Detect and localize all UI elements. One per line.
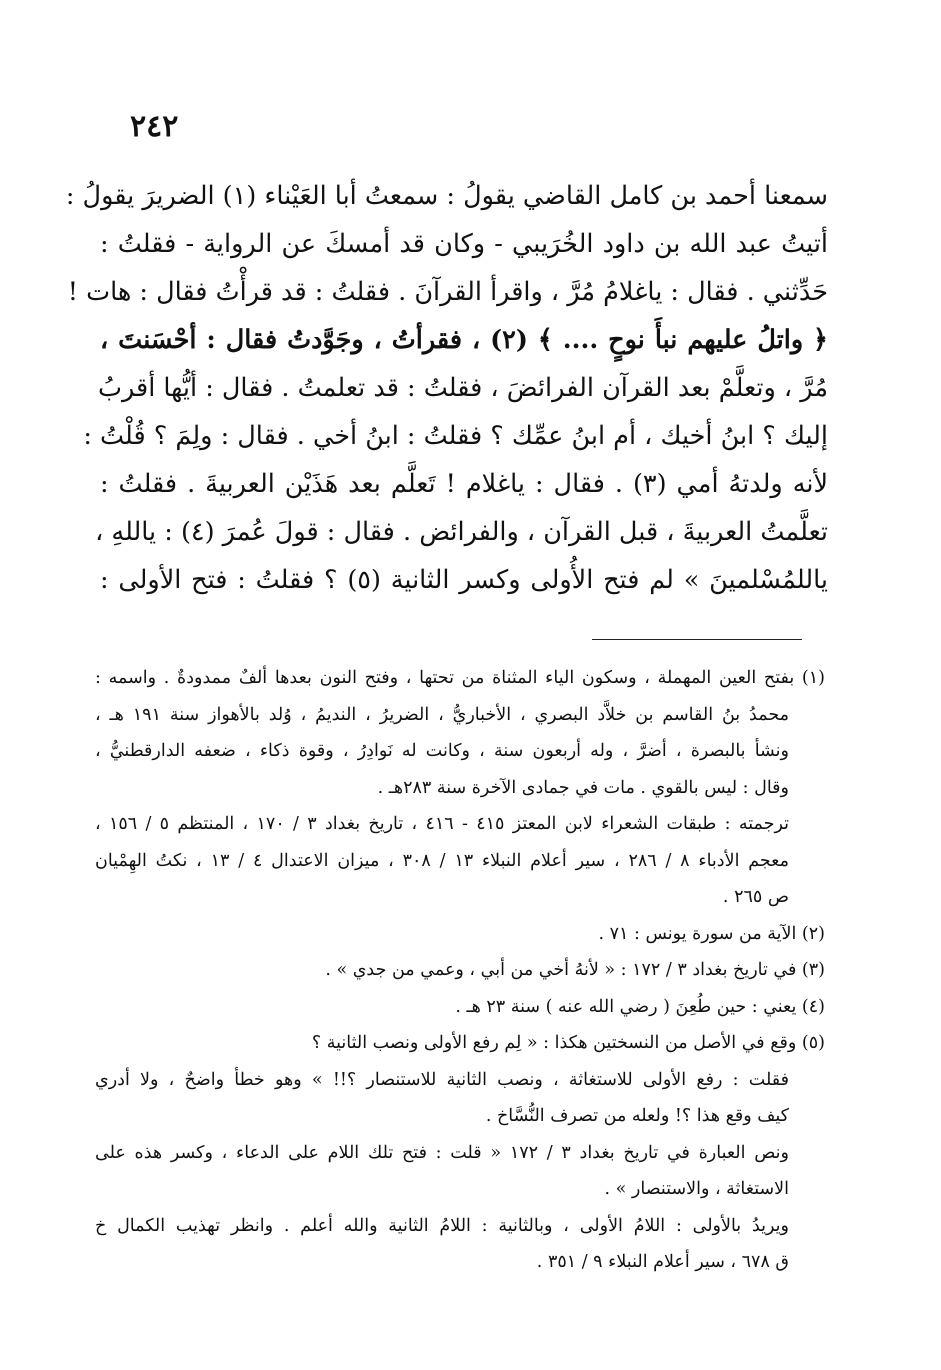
footnote-5: (٥) وقع في الأصل من النسختين هكذا : « لِم رفع الأولى ونصب الثانية ؟ [311, 1033, 825, 1053]
text-line: تعلَّمتُ العربيةَ ، قبل القرآن ، والفرائض . فقال : قولَ عُمرَ (٤) : ياللهِ ، [95, 517, 828, 547]
footnote-1-cont: ونشأ بالبصرة ، أضرَّ ، وله أربعون سنة ، وكانت له نَوادِرُ ، وقوة ذكاء ، ضعفه الدارقطنيُّ ، [95, 741, 789, 761]
footnote-1-sources: معجم الأدباء ٨ / ٢٨٦ ، سير أعلام النبلاء ١٣ / ٣٠٨ ، ميزان الاعتدال ٤ / ١٣ ، نكتُ الهِمْيان [95, 850, 790, 871]
footnote-2: (٢) الآية من سورة يونس : ٧١ . [598, 923, 825, 944]
footnote-4: (٤) يعني : حين طُعِنَ ( رضي الله عنه ) سنة ٢٣ هـ . [455, 996, 825, 1017]
footnote-5-cont: ويريدُ بالأولى : اللامُ الأولى ، وبالثانية : اللامُ الثانية والله أعلم . وانظر تهذيب الكمال خ [95, 1215, 789, 1236]
footnote-5-cont: فقلت : رفع الأولى للاستغاثة ، ونصب الثانية للاستنصار ؟!! » وهو خطأ واضحٌ ، ولا أدري [95, 1069, 789, 1090]
text-line: حَدِّثني . فقال : ياغلامُ مُرَّ ، واقرأ القرآنَ . فقلتُ : قد قرأْتُ فقال : هات ! [67, 277, 828, 307]
footnote-3: (٣) في تاريخ بغداد ٣ / ١٧٢ : « لأنهُ أخي من أبي ، وعمي من جدي » . [325, 960, 825, 980]
footnote-1-cont: محمدُ بنُ القاسم بن خلاَّد البصري ، الأخباريُّ ، الضريرُ ، النديمُ ، وُلد بالأهواز سنة ١٩١ هـ ، [95, 704, 789, 725]
text-line-verse: ﴿ واتلُ عليهم نبأَ نوحٍ .... ﴾ (٢) ، فقرأتُ ، وجَوَّدتُ فقال : أحْسَنتَ ، [100, 325, 828, 355]
page-number: ٢٤٢ [130, 109, 179, 144]
text-line: مُرَّ ، وتعلَّمْ بعد القرآن الفرائضَ ، فقلتُ : قد تعلمتُ . فقال : أيُّها أقربُ [97, 373, 828, 403]
footnote-1-cont: وقال : ليس بالقوي . مات في جمادى الآخرة سنة ٢٨٣هـ . [377, 777, 789, 798]
footnote-5-cont: الاستغاثة ، والاستنصار » . [604, 1179, 789, 1199]
text-line: لأنه ولدتهُ أمي (٣) . فقال : ياغلام ! تَعلَّم بعد هَذَيْن العربيةَ . فقلتُ : [100, 469, 829, 499]
text-line: أتيتُ عبد الله بن داود الخُرَيبي - وكان قد أمسكَ عن الرواية - فقلتُ : [100, 229, 828, 259]
footnote-divider [592, 639, 802, 640]
footnotes [95, 660, 825, 1281]
text-line: سمعنا أحمد بن كامل القاضي يقولُ : سمعتُ أبا العَيْناء (١) الضريرَ يقولُ : [65, 181, 828, 211]
footnote-1: (١) بفتح العين المهملة ، وسكون الياء المثناة من تحتها ، وفتح النون بعدها ألفٌ ممدودةٌ . واسمه : [95, 668, 825, 688]
main-text [65, 172, 829, 604]
footnote-5-cont: كيف وقع هذا ؟! ولعله من تصرف النُّسَّاخ . [485, 1106, 789, 1126]
footnote-5-cont: ونص العبارة في تاريخ بغداد ٣ / ١٧٢ « قلت : فتح تلك اللام على الدعاء ، وكسر هذه على [95, 1142, 789, 1163]
text-line: ياللمُسْلمينَ » لم فتح الأُولى وكسر الثانية (٥) ؟ فقلتُ : فتح الأولى : [100, 565, 828, 595]
footnote-1-sources: ص ٢٦٥ . [722, 887, 789, 907]
footnote-5-cont: ق ٦٧٨ ، سير أعلام النبلاء ٩ / ٣٥١ . [536, 1252, 789, 1272]
footnote-1-sources: ترجمته : طبقات الشعراء لابن المعتز ٤١٥ - ٤١٦ ، تاريخ بغداد ٣ / ١٧٠ ، المنتظم ٥ / ١٥٦ ، [95, 814, 789, 834]
text-line: إليك ؟ ابنُ أخيك ، أم ابنُ عمِّك ؟ فقلتُ : ابنُ أخي . فقال : ولِمَ ؟ قُلْتُ : [83, 421, 828, 451]
